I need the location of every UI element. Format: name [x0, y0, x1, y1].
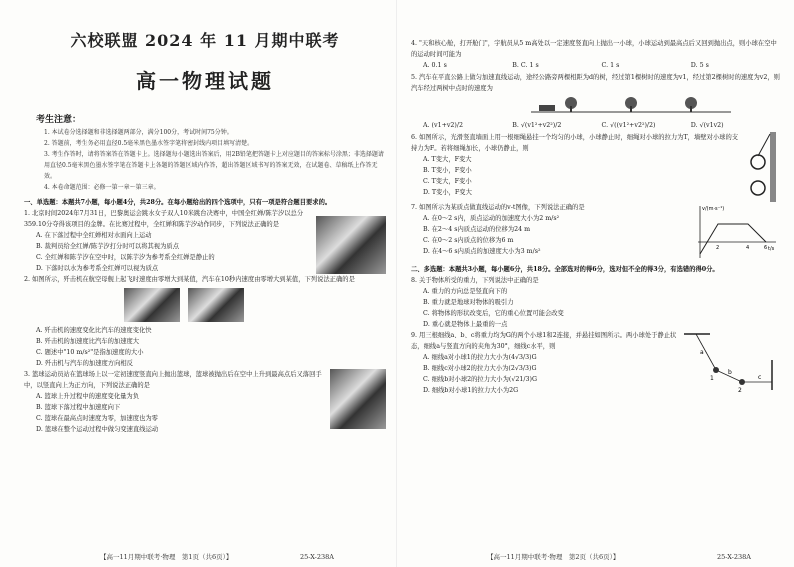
q4-option-b: B. C. 1 s	[512, 62, 539, 69]
string-c-label: c	[758, 374, 762, 381]
q2-stem: 2. 如图所示，歼击机在航空母舰上起飞时速度由零增大到某值，汽车在10秒内速度由零增大到某值，下列说法正确的是	[24, 276, 355, 283]
q5-options	[423, 120, 780, 132]
q1-option-d: D. 下落时以水为参考系全红婵可以视为质点	[36, 265, 159, 272]
q5-option-b: B. √(v1²+v2²)/2	[512, 122, 562, 129]
right-code: 25-X-238A	[717, 553, 751, 561]
q6-option-a: A. T变大，F变大	[423, 156, 472, 163]
q6-option-d: D. T变小，F变大	[423, 189, 472, 196]
q9-option-d: D. 细线b对小球1的拉力大小为2G	[423, 387, 519, 394]
q3-block	[24, 369, 386, 435]
q5-option-c: C. √((v1²+v2²)/2)	[601, 122, 656, 129]
q7-option-d: D. 在4～6 s内质点的加速度大小为3 m/s²	[423, 248, 541, 255]
q3-option-b: B. 篮球下落过程中加速度向下	[36, 404, 121, 411]
q6-stem: 6. 如图所示，光滑竖直墙面上用一根细绳悬挂一个均匀的小球，小球静止时，细绳对小球的拉力为T，墙壁对小球的支持力为F。若将细绳加长，小球仍静止，则	[411, 134, 739, 152]
diving-photo	[316, 216, 386, 274]
q2-option-c: C. 题述中"10 m/s²"是指加速度的大小	[36, 349, 144, 356]
q7-option-c: C. 在0～2 s内质点的位移为6 m	[423, 237, 514, 244]
ball-2-label: 2	[738, 387, 742, 394]
q6-option-b: B. T变小，F变小	[423, 167, 472, 174]
q4-stem: 4. "天和核心舱，打开舱门"，宇航员从5 m高处以一定速度竖直向上抛出一小球，小球运动到最高点后又回到抛出点，则小球在空中的运动时间可能为	[411, 40, 777, 58]
q1-option-b: B. 裁判员给全红婵/陈芋汐打分时可以将其视为质点	[36, 243, 179, 250]
q7-stem: 7. 如图所示为某质点做直线运动的v-t图像，下列说法正确的是	[411, 204, 585, 211]
exam-title: 六校联盟 2024 年 11 月期中联考	[70, 31, 340, 50]
q8-option-d: D. 重心就是物体上最重的一点	[423, 321, 508, 328]
q3-stem: 3. 篮球运动员站在篮球场上以一定初速度竖直向上抛出篮球，篮球被抛出后在空中上升到最高点后又落回手中，以竖直向上为正方向，下列说法正确的是	[24, 371, 322, 389]
q7-option-b: B. 在2～4 s内质点运动的位移为24 m	[423, 226, 531, 233]
vt-graph-figure	[690, 202, 780, 260]
q9-option-c: C. 细线b对小球2的拉力大小为(√21/3)G	[423, 376, 537, 383]
notice-3: 3. 考生作答时，请将答案答在答题卡上。选择题每小题选出答案后，用2B铅笔把答题卡上对应题目的答案标号涂黑；非选择题请用直径0.5毫米黑色墨水签字笔在答题卡上各题的答题区域内作答，超出答题区域书写的答案无效，在试题卷、草稿纸上作答无效。	[44, 151, 384, 180]
string-b-label: b	[728, 369, 732, 376]
q2-option-a: A. 歼击机的速度变化比汽车的速度变化快	[36, 327, 152, 334]
vt-tick-2: 4	[746, 245, 750, 251]
vt-y-label: v/(m·s⁻¹)	[702, 206, 725, 212]
q1-option-a: A. 在下落过程中全红婵相对水面向上运动	[36, 232, 152, 239]
q3-option-a: A. 篮球上升过程中的速度变化量为负	[36, 393, 140, 400]
q9-option-a: A. 细线a对小球1的拉力大小为(4√3/3)G	[423, 354, 537, 361]
notice-2: 2. 答题前，考生务必用直径0.5毫米黑色墨水签字笔将密封线内项目填写清楚。	[44, 140, 254, 147]
q1-option-c: C. 全红婵和陈芋汐在空中时，以陈芋汐为参考系全红婵是静止的	[36, 254, 215, 261]
wall-ball-figure	[740, 132, 780, 202]
q8-option-c: C. 将物体的形状改变后，它的重心位置可能会改变	[423, 310, 564, 317]
section-1-heading: 一、单选题：本题共7小题，每小题4分，共28分。在每小题给出的四个选项中，只有一项是符合题目要求的。	[24, 199, 332, 206]
q1-block	[24, 208, 386, 274]
string-a-label: a	[700, 349, 704, 356]
left-code: 25-X-238A	[300, 553, 334, 561]
q4-option-d: D. 5 s	[690, 62, 709, 69]
q9-block	[411, 330, 780, 402]
q8-option-b: B. 重力就是地球对物体的吸引力	[423, 299, 514, 306]
vt-x-label: t/s	[768, 246, 775, 252]
q2-option-b: B. 歼击机的加速度比汽车的加速度大	[36, 338, 140, 345]
notice-4: 4. 本卷命题范围：必修一第一章～第三章。	[44, 184, 160, 191]
q9-option-b: B. 细线c对小球2的拉力大小为(2√3/3)G	[423, 365, 537, 372]
q6-option-c: C. T变大，F变小	[423, 178, 472, 185]
section-2-heading: 二、多选题：本题共3小题，每小题6分，共18分。全部选对的得6分，选对但不全的得3分，有选错的得0分。	[411, 266, 719, 273]
right-footer: 【高一11月期中联考·物理 第2页（共6页）】	[487, 553, 620, 561]
q9-stem: 9. 用三根细线a、b、c将重力均为G的两个小球1和2连接，并悬挂如图所示。两小球处于静止状态，细线a与竖直方向的夹角为30°，细线c水平，则	[411, 332, 677, 350]
strings-balls-figure	[680, 330, 780, 402]
trees-road-figure	[531, 94, 731, 116]
vt-tick-1: 2	[716, 245, 720, 251]
notice-1: 1. 本试卷分选择题和非选择题两部分，满分100分，考试时间75分钟。	[44, 129, 233, 136]
q8-option-a: A. 重力的方向总是竖直向下的	[423, 288, 508, 295]
basketball-photo	[330, 369, 386, 429]
q4-option-a: A. 0.1 s	[423, 62, 447, 69]
ball-1-label: 1	[710, 375, 714, 382]
notice-heading: 考生注意：	[36, 115, 82, 125]
q1-stem: 1. 北京时间2024年7月31日，巴黎奥运会跳水女子双人10米跳台决赛中，中国全红婵/陈芋汐以总分359.10分夺得该项目的金牌。在比赛过程中，全红婵和陈芋汐动作同步，下列说法正确的是	[24, 210, 304, 228]
q7-block	[411, 202, 780, 260]
q6-block	[411, 132, 780, 202]
q4-option-c: C. 1 s	[601, 62, 620, 69]
vt-tick-3: 6	[764, 245, 768, 251]
subject-title: 高一物理试题	[136, 69, 274, 93]
q3-option-d: D. 篮球在整个运动过程中做匀变速直线运动	[36, 426, 159, 433]
q5-stem: 5. 汽车在平直公路上做匀加速直线运动，途经公路旁两棵相距为d的树，经过第1棵树时的速度为v1，经过第2棵树时的速度为v2，则汽车经过两树中点时的速度为	[411, 74, 780, 92]
q7-option-a: A. 在0～2 s内，质点运动的加速度大小为2 m/s²	[423, 215, 560, 222]
car-photo	[188, 288, 244, 322]
q8-stem: 8. 关于物体所受的重力，下列说法中正确的是	[411, 277, 539, 284]
q3-option-c: C. 篮球在最高点时速度为零，加速度也为零	[36, 415, 158, 422]
jet-photo	[124, 288, 180, 322]
q5-option-a: A. (v1+v2)/2	[423, 122, 463, 129]
q4-options	[423, 60, 780, 72]
q2-option-d: D. 歼击机与汽车的加速度方向相反	[36, 360, 133, 367]
left-footer: 【高一11月期中联考·物理 第1页（共6页）】	[100, 553, 233, 561]
q5-option-d: D. √(v1v2)	[690, 122, 724, 129]
q2-photos	[124, 288, 386, 322]
right-page	[397, 0, 794, 567]
